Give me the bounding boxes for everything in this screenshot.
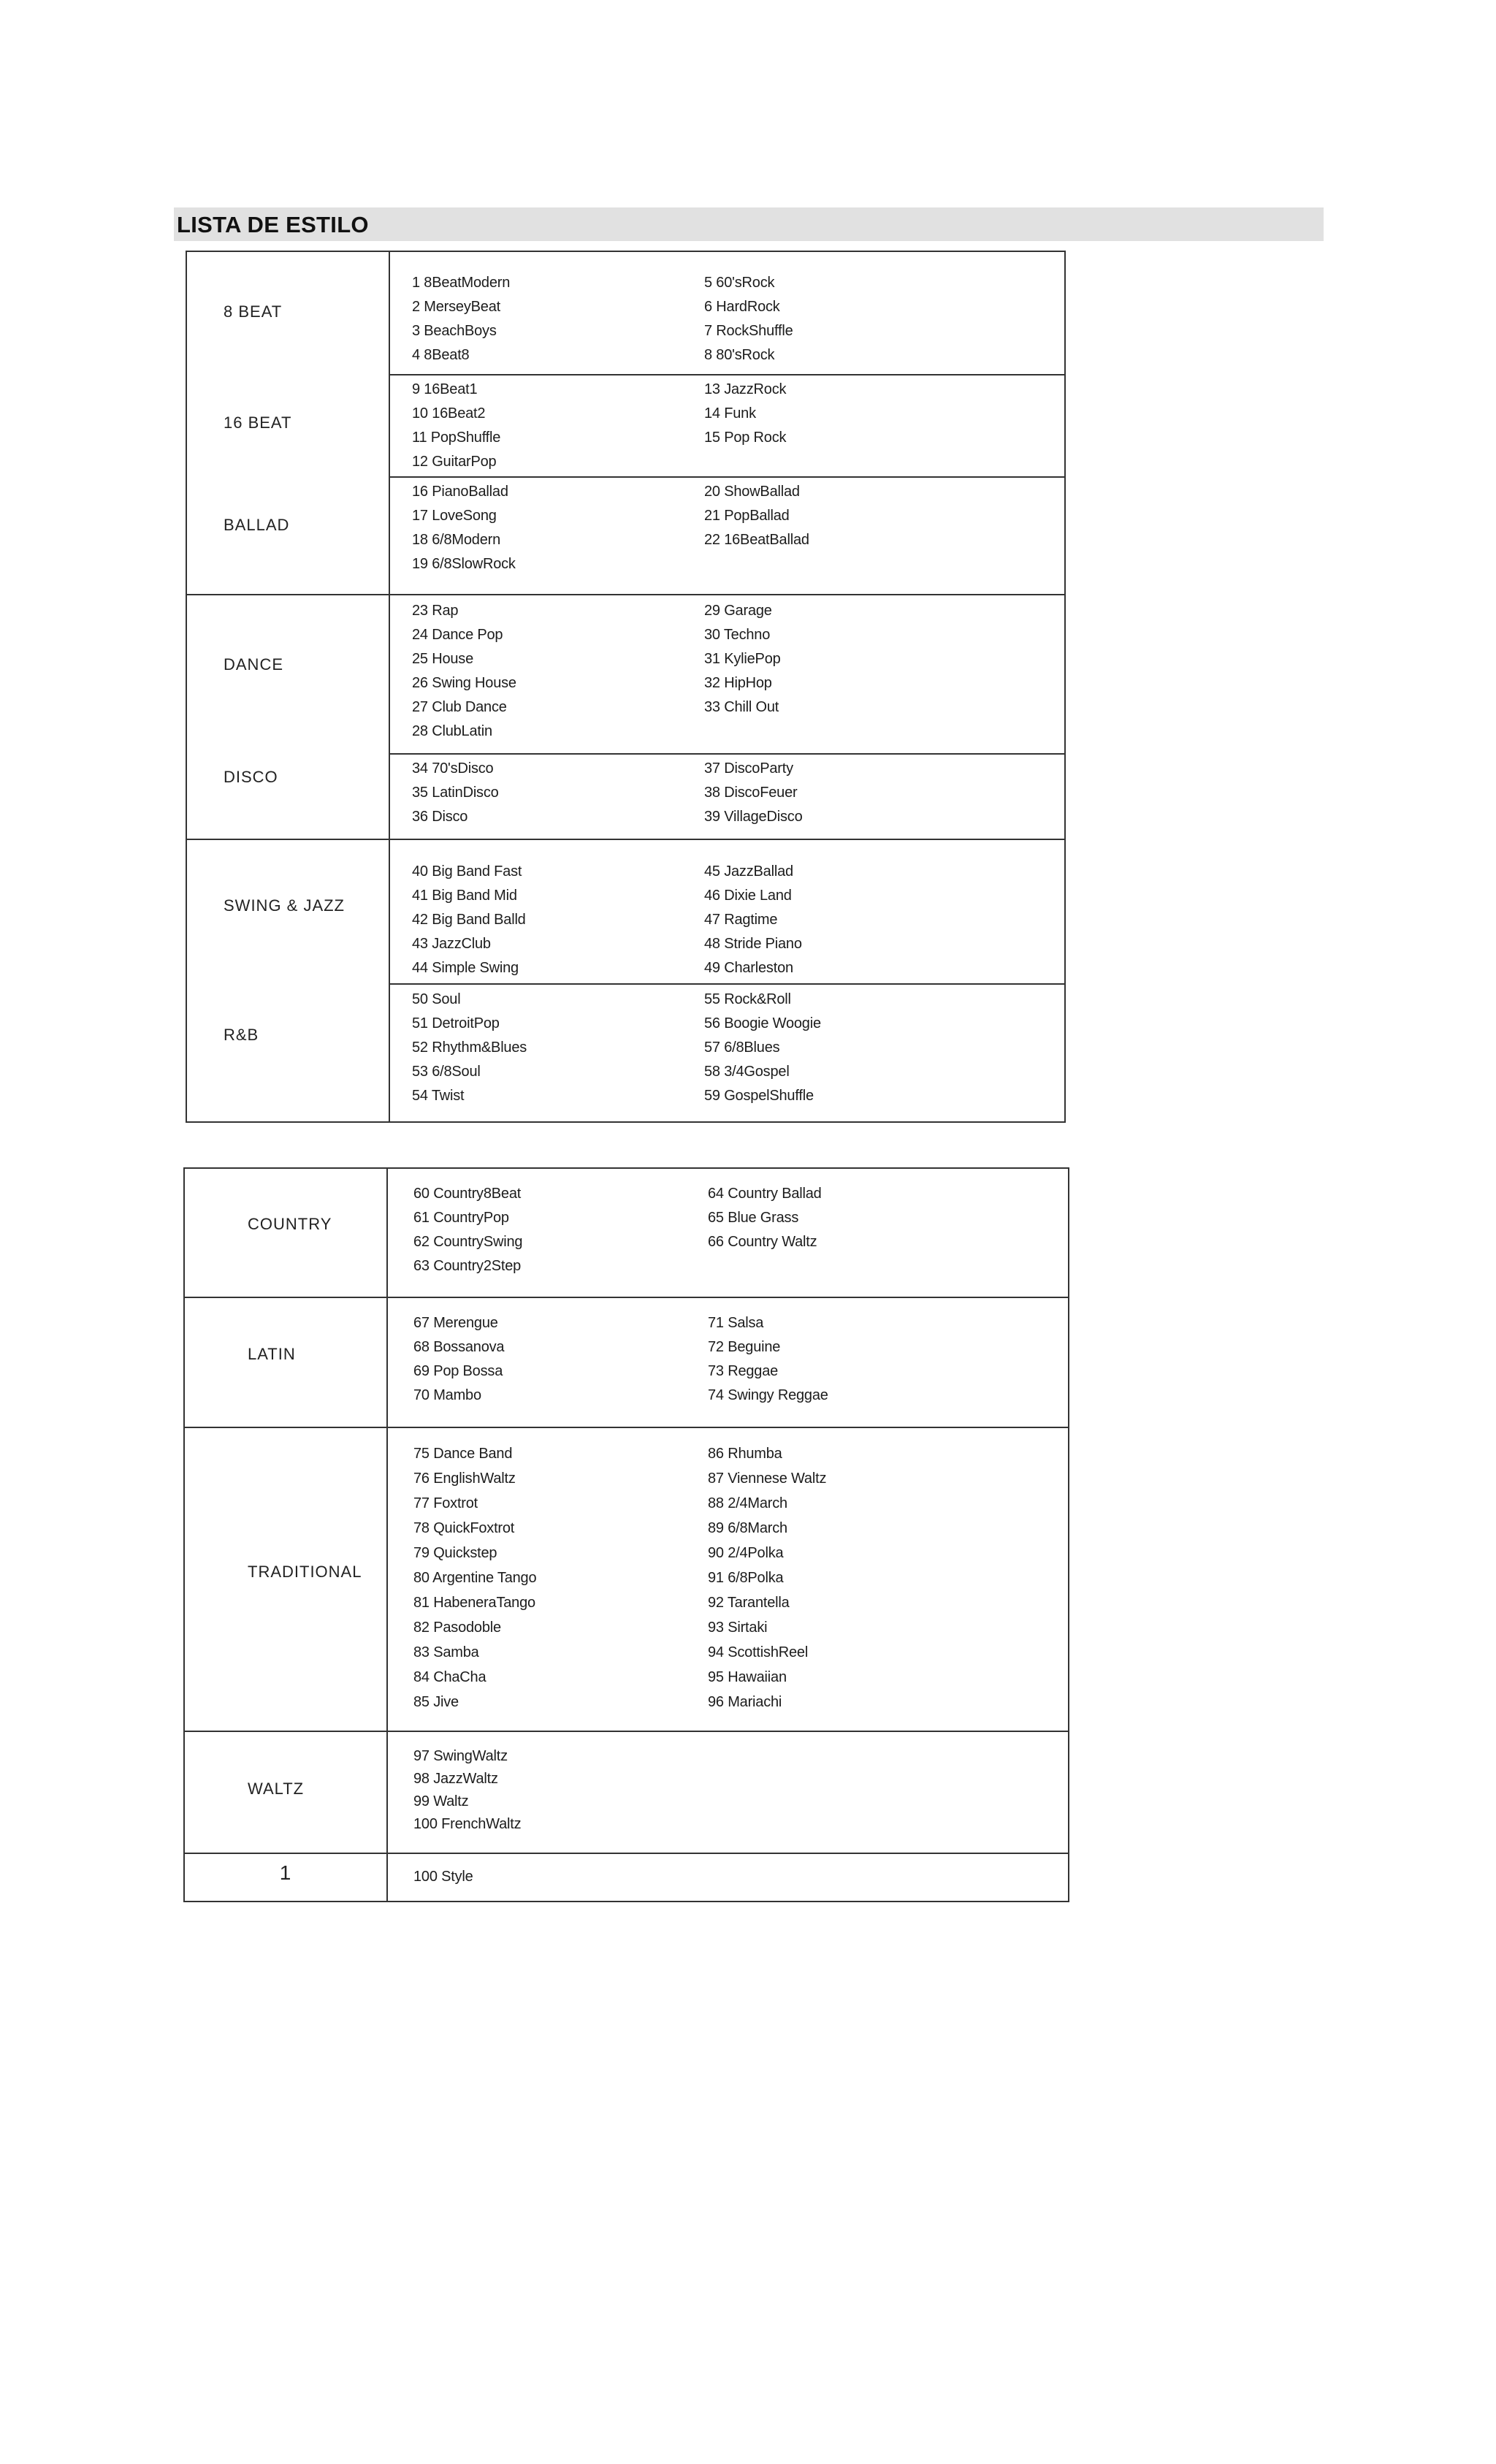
style-item: 51 DetroitPop: [412, 1015, 500, 1031]
style-item: 92 Tarantella: [708, 1595, 790, 1611]
style-item: 65 Blue Grass: [708, 1210, 799, 1226]
style-item: 33 Chill Out: [704, 699, 779, 715]
style-table-2: [183, 1167, 1069, 1902]
style-item: 71 Salsa: [708, 1315, 764, 1331]
style-item: 46 Dixie Land: [704, 888, 792, 904]
style-item: 81 HabeneraTango: [413, 1595, 535, 1611]
column-divider: [389, 251, 390, 1123]
style-item: 85 Jive: [413, 1694, 459, 1710]
style-item: 67 Merengue: [413, 1315, 498, 1331]
style-item: 91 6/8Polka: [708, 1570, 784, 1586]
style-item: 37 DiscoParty: [704, 760, 793, 777]
style-item: 14 Funk: [704, 405, 756, 422]
style-item: 50 Soul: [412, 991, 461, 1007]
style-item: 87 Viennese Waltz: [708, 1471, 827, 1487]
style-item: 23 Rap: [412, 603, 459, 619]
style-item: 19 6/8SlowRock: [412, 556, 516, 572]
style-item: 80 Argentine Tango: [413, 1570, 537, 1586]
style-item: 2 MerseyBeat: [412, 299, 500, 315]
style-item: 88 2/4March: [708, 1495, 787, 1511]
style-item: 26 Swing House: [412, 675, 516, 691]
style-item: 32 HipHop: [704, 675, 772, 691]
style-item: 99 Waltz: [413, 1793, 469, 1809]
style-item: 53 6/8Soul: [412, 1064, 481, 1080]
style-item: 8 80'sRock: [704, 347, 775, 363]
style-item: 7 RockShuffle: [704, 323, 793, 339]
style-item: 3 BeachBoys: [412, 323, 497, 339]
style-item: 12 GuitarPop: [412, 454, 497, 470]
style-item: 38 DiscoFeuer: [704, 785, 798, 801]
style-item: 22 16BeatBallad: [704, 532, 809, 548]
row-divider: [389, 476, 1064, 478]
style-item: 34 70'sDisco: [412, 760, 494, 777]
style-item: 43 JazzClub: [412, 936, 491, 952]
category-label: TRADITIONAL: [248, 1563, 362, 1581]
style-item: 20 ShowBallad: [704, 484, 800, 500]
style-item: 59 GospelShuffle: [704, 1088, 814, 1104]
category-label: DANCE: [224, 655, 284, 674]
style-item: 27 Club Dance: [412, 699, 507, 715]
style-item: 6 HardRock: [704, 299, 780, 315]
style-item: 17 LoveSong: [412, 508, 497, 524]
style-item: 94 ScottishReel: [708, 1644, 809, 1660]
style-item: 62 CountrySwing: [413, 1234, 523, 1250]
style-item: 68 Bossanova: [413, 1339, 505, 1355]
style-item: 1 8BeatModern: [412, 275, 511, 291]
row-divider: [185, 1853, 1068, 1854]
style-item: 69 Pop Bossa: [413, 1363, 503, 1379]
style-item: 73 Reggae: [708, 1363, 779, 1379]
style-item: 86 Rhumba: [708, 1446, 782, 1462]
style-item: 79 Quickstep: [413, 1545, 497, 1561]
style-item: 18 6/8Modern: [412, 532, 501, 548]
row-divider: [185, 1731, 1068, 1732]
style-item: 31 KyliePop: [704, 651, 781, 667]
page-title: LISTA DE ESTILO: [174, 207, 1324, 241]
style-item: 64 Country Ballad: [708, 1186, 822, 1202]
category-label: 8 BEAT: [224, 302, 283, 321]
row-divider: [389, 374, 1064, 375]
style-item: 77 Foxtrot: [413, 1495, 478, 1511]
style-item: 45 JazzBallad: [704, 863, 793, 880]
style-item: 72 Beguine: [708, 1339, 781, 1355]
style-item: 41 Big Band Mid: [412, 888, 517, 904]
style-item: 60 Country8Beat: [413, 1186, 522, 1202]
style-item: 54 Twist: [412, 1088, 465, 1104]
style-table-1: [186, 251, 1066, 1123]
style-item: 28 ClubLatin: [412, 723, 492, 739]
style-item: 61 CountryPop: [413, 1210, 509, 1226]
style-item: 36 Disco: [412, 809, 468, 825]
style-item: 55 Rock&Roll: [704, 991, 791, 1007]
style-item: 13 JazzRock: [704, 381, 787, 397]
style-item: 42 Big Band Balld: [412, 912, 526, 928]
style-item: 11 PopShuffle: [412, 430, 501, 446]
style-item: 90 2/4Polka: [708, 1545, 784, 1561]
style-item: 44 Simple Swing: [412, 960, 519, 976]
style-item: 82 Pasodoble: [413, 1620, 501, 1636]
style-item: 49 Charleston: [704, 960, 793, 976]
style-item: 97 SwingWaltz: [413, 1748, 508, 1764]
style-item: 56 Boogie Woogie: [704, 1015, 821, 1031]
category-label: WALTZ: [248, 1780, 305, 1798]
category-label: BALLAD: [224, 516, 290, 534]
style-item: 52 Rhythm&Blues: [412, 1040, 527, 1056]
style-item: 76 EnglishWaltz: [413, 1471, 516, 1487]
category-label: 1: [279, 1861, 292, 1884]
row-divider: [185, 1427, 1068, 1428]
style-item: 78 QuickFoxtrot: [413, 1520, 515, 1536]
style-item: 96 Mariachi: [708, 1694, 782, 1710]
category-label: R&B: [224, 1026, 259, 1044]
style-item: 40 Big Band Fast: [412, 863, 522, 880]
column-divider: [386, 1167, 388, 1902]
style-item: 47 Ragtime: [704, 912, 778, 928]
style-item: 21 PopBallad: [704, 508, 790, 524]
style-item: 16 PianoBallad: [412, 484, 508, 500]
style-item: 10 16Beat2: [412, 405, 486, 422]
style-item: 100 FrenchWaltz: [413, 1816, 522, 1832]
style-item: 75 Dance Band: [413, 1446, 513, 1462]
style-item: 39 VillageDisco: [704, 809, 803, 825]
style-item: 100 Style: [413, 1869, 473, 1885]
style-item: 84 ChaCha: [413, 1669, 486, 1685]
style-item: 30 Techno: [704, 627, 771, 643]
row-divider: [389, 983, 1064, 985]
style-item: 93 Sirtaki: [708, 1620, 768, 1636]
style-item: 5 60'sRock: [704, 275, 775, 291]
row-divider: [185, 1297, 1068, 1298]
style-item: 98 JazzWaltz: [413, 1771, 498, 1787]
category-label: SWING & JAZZ: [224, 896, 345, 915]
style-item: 66 Country Waltz: [708, 1234, 817, 1250]
category-label: COUNTRY: [248, 1215, 332, 1233]
category-label: DISCO: [224, 768, 278, 786]
style-item: 48 Stride Piano: [704, 936, 802, 952]
style-item: 25 House: [412, 651, 474, 667]
row-divider: [187, 594, 1064, 595]
style-item: 9 16Beat1: [412, 381, 478, 397]
category-label: 16 BEAT: [224, 413, 292, 432]
style-item: 89 6/8March: [708, 1520, 787, 1536]
style-item: 57 6/8Blues: [704, 1040, 780, 1056]
style-item: 74 Swingy Reggae: [708, 1387, 828, 1403]
style-item: 83 Samba: [413, 1644, 479, 1660]
style-item: 15 Pop Rock: [704, 430, 787, 446]
style-item: 4 8Beat8: [412, 347, 470, 363]
style-item: 63 Country2Step: [413, 1258, 522, 1274]
style-item: 95 Hawaiian: [708, 1669, 787, 1685]
style-item: 29 Garage: [704, 603, 772, 619]
style-item: 58 3/4Gospel: [704, 1064, 790, 1080]
row-divider: [389, 753, 1064, 755]
row-divider: [187, 839, 1064, 840]
style-item: 24 Dance Pop: [412, 627, 503, 643]
style-item: 35 LatinDisco: [412, 785, 499, 801]
style-item: 70 Mambo: [413, 1387, 481, 1403]
category-label: LATIN: [248, 1345, 296, 1363]
